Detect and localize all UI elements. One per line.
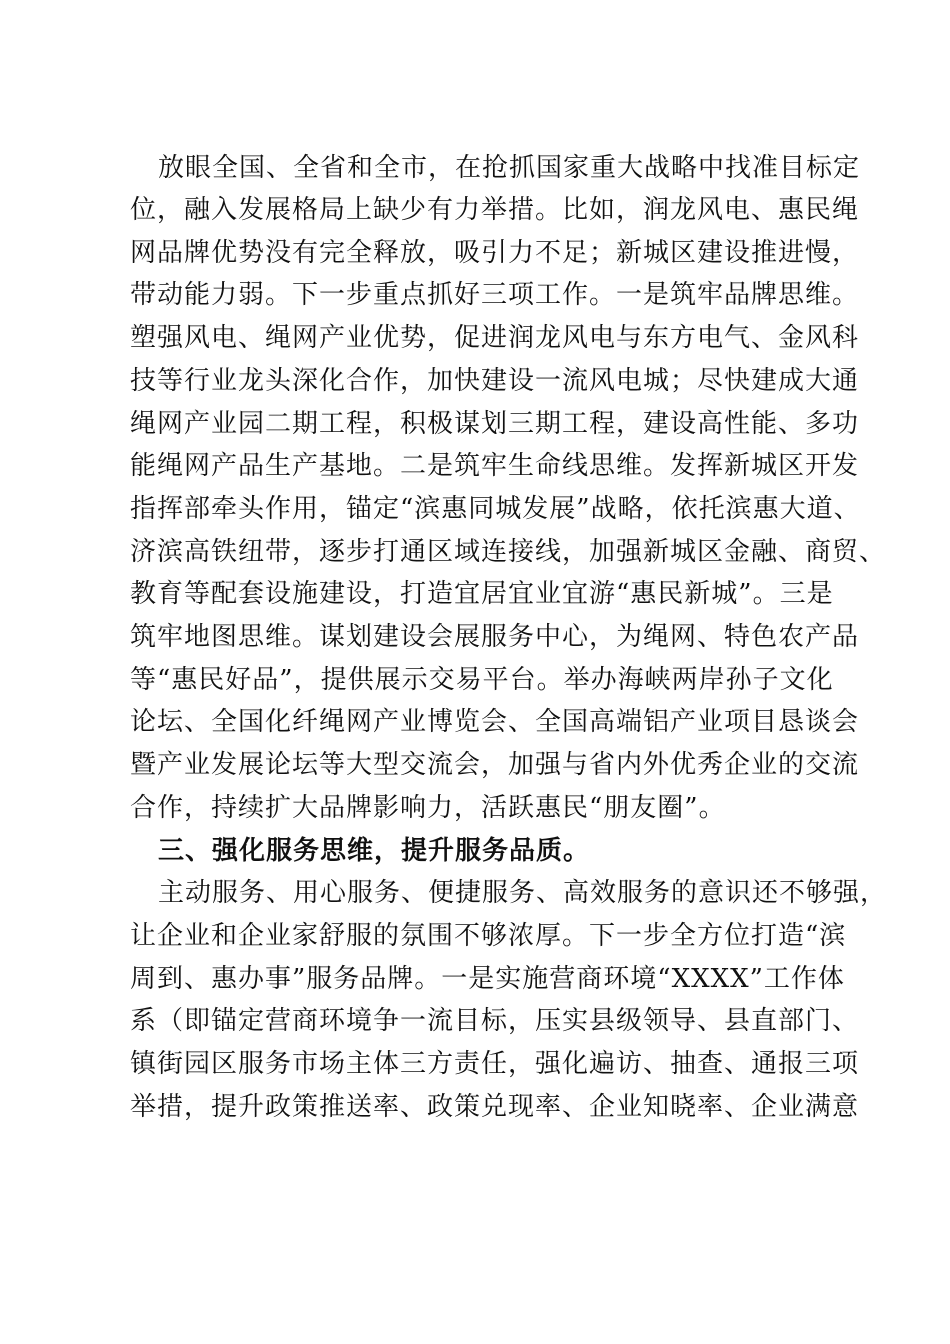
paragraph-1-line-14: 论坛、全国化纤绳网产业博览会、全国高端铝产业项目恳谈会	[130, 707, 860, 737]
paragraph-1-line-4: 带动能力弱。下一步重点抓好三项工作。一是筑牢品牌思维。	[130, 280, 860, 310]
paragraph-1-line-10: 济滨高铁纽带，逐步打通区域连接线，加强新城区金融、商贸、	[130, 537, 887, 567]
paragraph-1-line-13: 等“惠民好品”，提供展示交易平台。举办海峡两岸孙子文化	[130, 665, 834, 695]
paragraph-2-line-4: 系（即锚定营商环境争一流目标，压实县级领导、县直部门、	[130, 1006, 860, 1036]
paragraph-1-line-11: 教育等配套设施建设，打造宜居宜业宜游“惠民新城”。三是	[130, 579, 834, 609]
paragraph-2-line-5: 镇街园区服务市场主体三方责任，强化遍访、抽查、通报三项	[130, 1049, 860, 1079]
paragraph-1-line-6: 技等行业龙头深化合作，加快建设一流风电城；尽快建成大通	[130, 366, 860, 396]
paragraph-1-line-12: 筑牢地图思维。谋划建设会展服务中心，为绳网、特色农产品	[130, 622, 860, 652]
paragraph-1-line-15: 暨产业发展论坛等大型交流会，加强与省内外优秀企业的交流	[130, 750, 860, 780]
paragraph-1-line-9: 指挥部牵头作用，锚定“滨惠同城发展”战略，依托滨惠大道、	[130, 494, 861, 524]
paragraph-2-line-1: 主动服务、用心服务、便捷服务、高效服务的意识还不够强，	[158, 878, 888, 908]
paragraph-1-line-1: 放眼全国、全省和全市，在抢抓国家重大战略中找准目标定	[158, 153, 861, 183]
paragraph-1-line-8: 能绳网产品生产基地。二是筑牢生命线思维。发挥新城区开发	[130, 451, 860, 481]
paragraph-2-line-6: 举措，提升政策推送率、政策兑现率、企业知晓率、企业满意	[130, 1092, 860, 1122]
paragraph-2-line-2: 让企业和企业家舒服的氛围不够浓厚。下一步全方位打造“滨	[130, 921, 847, 951]
paragraph-1-line-7: 绳网产业园二期工程，积极谋划三期工程，建设高性能、多功	[130, 409, 860, 439]
section-heading-3: 三、强化服务思维，提升服务品质。	[158, 836, 591, 866]
paragraph-1-line-3: 网品牌优势没有完全释放，吸引力不足；新城区建设推进慢，	[130, 238, 860, 268]
paragraph-2-line-3: 周到、惠办事”服务品牌。一是实施营商环境“XXXX”工作体	[130, 964, 845, 994]
paragraph-1-line-2: 位，融入发展格局上缺少有力举措。比如，润龙风电、惠民绳	[130, 195, 860, 225]
paragraph-1-line-16: 合作，持续扩大品牌影响力，活跃惠民“朋友圈”。	[130, 793, 726, 823]
paragraph-1-line-5: 塑强风电、绳网产业优势，促进润龙风电与东方电气、金风科	[130, 323, 860, 353]
